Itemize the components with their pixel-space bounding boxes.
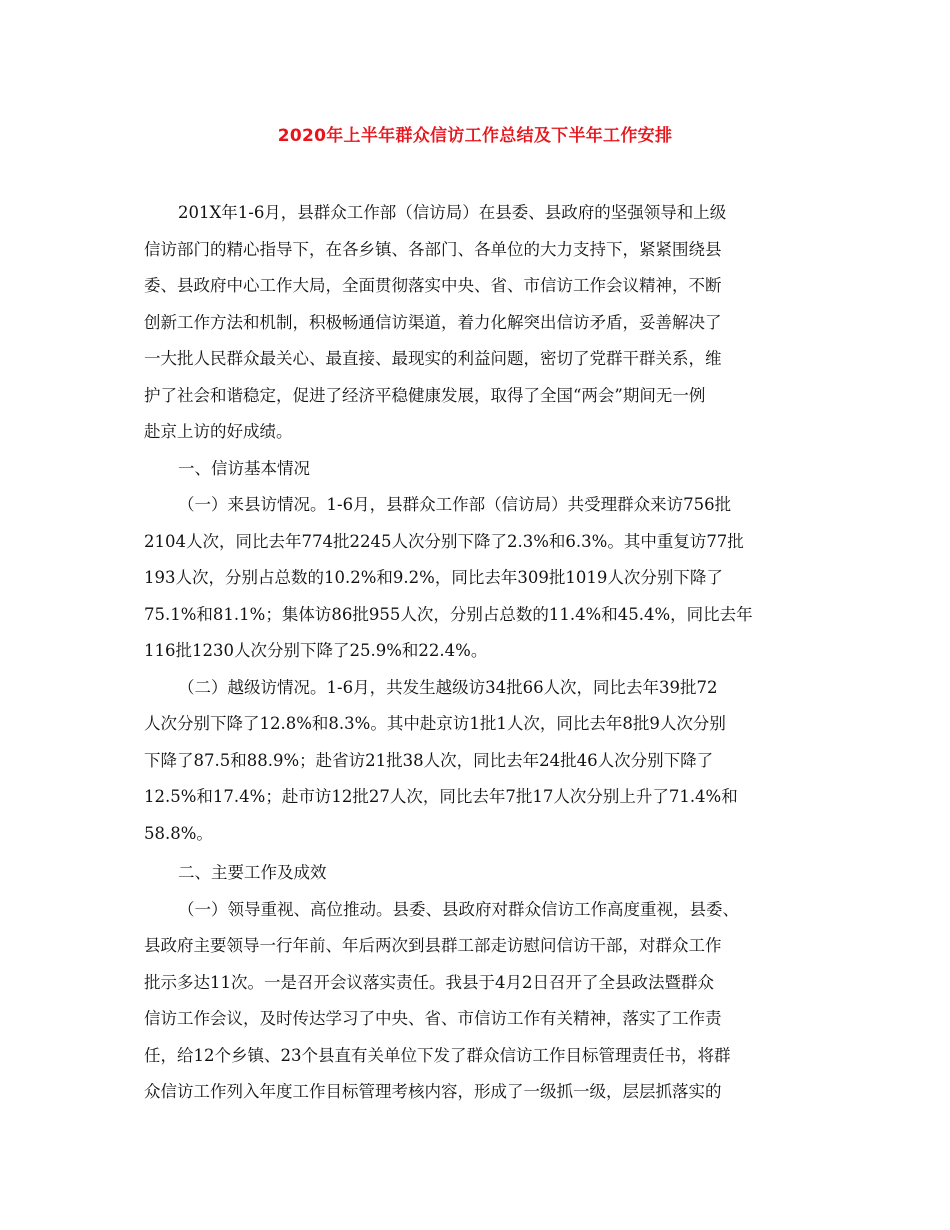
paragraph-line: 193人次，分别占总数的10.2%和9.2%，同比去年309批1019人次分别下降了 [144,568,723,587]
paragraph-line: 委、县政府中心工作大局，全面贯彻落实中央、省、市信访工作会议精神，不断 [144,276,722,295]
paragraph-line: 众信访工作列入年度工作目标管理考核内容，形成了一级抓一级，层层抓落实的 [144,1082,722,1101]
document-body [144,195,804,1111]
paragraph-line: 人次分别下降了12.8%和8.3%。其中赴京访1批1人次，同比去年8批9人次分别 [144,714,726,733]
paragraph-line: （一）领导重视、高位推动。县委、县政府对群众信访工作高度重视，县委、 [178,899,739,919]
paragraph-line: （二）越级访情况。1-6月，共发生越级访34批66人次，同比去年39批72 [178,677,718,697]
paragraph-line: 赴京上访的好成绩。 [144,422,293,441]
paragraph-line: （一）来县访情况。1-6月，县群众工作部（信访局）共受理群众来访756批 [178,495,732,514]
paragraph-line: 护了社会和谐稳定，促进了经济平稳健康发展，取得了全国“两会”期间无一例 [144,385,706,405]
paragraph-line: 12.5%和17.4%；赴市访12批27人次，同比去年7批17人次分别上升了71.4%和 [144,787,738,806]
section-heading: 二、主要工作及成效 [178,863,327,882]
paragraph-line: 信访工作会议，及时传达学习了中央、省、市信访工作有关精神，落实了工作责 [144,1009,722,1028]
paragraph-line: 下降了87.5和88.9%；赴省访21批38人次，同比去年24批46人次分别下降了 [144,750,714,770]
paragraph-line: 信访部门的精心指导下，在各乡镇、各部门、各单位的大力支持下，紧紧围绕县 [144,239,722,259]
paragraph-line: 一大批人民群众最关心、最直接、最现实的利益问题，密切了党群干群关系，维 [144,349,722,368]
paragraph-line: 县政府主要领导一行年前、年后两次到县群工部走访慰问信访干部，对群众工作 [144,936,722,955]
document-title: 2020年上半年群众信访工作总结及下半年工作安排 [277,126,673,146]
paragraph-line: 批示多达11次。一是召开会议落实责任。我县于4月2日召开了全县政法暨群众 [144,972,714,992]
section-heading: 一、信访基本情况 [178,458,310,478]
paragraph-line: 任，给12个乡镇、23个县直有关单位下发了群众信访工作目标管理责任书，将群 [144,1045,731,1065]
paragraph-line: 创新工作方法和机制，积极畅通信访渠道，着力化解突出信访矛盾，妥善解决了 [144,312,722,332]
paragraph-line: 58.8%。 [144,823,213,843]
paragraph-line: 201X年1-6月，县群众工作部（信访局）在县委、县政府的坚强领导和上级 [178,203,727,222]
paragraph-line: 2104人次，同比去年774批2245人次分别下降了2.3%和6.3%。其中重复访77批 [144,531,744,551]
paragraph-line: 116批1230人次分别下降了25.9%和22.4%。 [144,641,488,660]
paragraph-line: 75.1%和81.1%；集体访86批955人次，分别占总数的11.4%和45.4%，同比去年 [144,604,753,624]
